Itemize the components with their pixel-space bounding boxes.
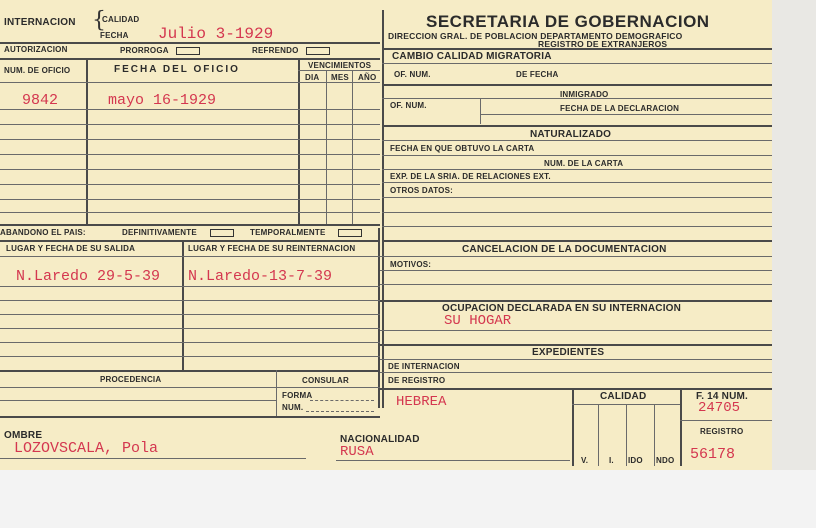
fecha-oficio-value: mayo 16-1929 — [108, 92, 217, 109]
fecha-value: Julio 3-1929 — [158, 25, 274, 43]
cambio-rule — [382, 63, 772, 64]
ocupacion-rule — [380, 330, 772, 331]
ocupacion-value: SU HOGAR — [444, 313, 512, 329]
ocupacion-label: OCUPACION DECLARADA EN SU INTERNACION — [442, 303, 682, 314]
salida-header-rule — [0, 256, 380, 257]
background-bottom — [0, 470, 816, 528]
fecha-oficio-label: FECHA DEL OFICIO — [114, 64, 240, 75]
f14-divider — [680, 388, 682, 466]
oficio-row-rule — [0, 212, 380, 213]
cambio-row-rule — [382, 84, 772, 86]
salida-row-rule — [0, 286, 380, 287]
nombre-label: OMBRE — [4, 430, 43, 441]
oficio-row-rule — [0, 109, 380, 110]
definitivamente-checkbox — [210, 229, 234, 237]
nombre-value: LOZOVSCALA, Pola — [14, 440, 159, 457]
oficio-row-rule — [0, 124, 380, 125]
background-right — [772, 0, 816, 470]
reinternacion-label: LUGAR Y FECHA DE SU REINTERNACION — [188, 244, 356, 253]
salida-row-rule — [0, 328, 380, 329]
naturalizado-row-rule — [382, 212, 772, 213]
salida-label: LUGAR Y FECHA DE SU SALIDA — [6, 244, 136, 253]
refrendo-label: REFRENDO — [252, 46, 299, 55]
inmigrado-divider — [480, 98, 481, 124]
oficio-col4 — [352, 70, 353, 224]
cancelacion-label: CANCELACION DE LA DOCUMENTACION — [462, 244, 667, 255]
naturalizado-row-rule — [382, 155, 772, 156]
i-label: I. — [609, 456, 614, 465]
exp-sria-label: EXP. DE LA SRIA. DE RELACIONES EXT. — [390, 172, 551, 181]
inmigrado-label: INMIGRADO — [560, 90, 609, 99]
calidad-col — [626, 404, 627, 466]
naturalizado-row-rule — [382, 197, 772, 198]
anio-label: AÑO — [358, 73, 377, 82]
autorizacion-rule — [0, 58, 380, 60]
cambio-bottom-rule — [382, 125, 772, 127]
calidad-col — [654, 404, 655, 466]
procedencia-bottom-rule — [0, 416, 380, 418]
of-num-label: OF. NUM. — [394, 70, 431, 79]
de-fecha-label: DE FECHA — [516, 70, 559, 79]
oficio-header-rule — [0, 82, 380, 83]
mes-label: MES — [331, 73, 349, 82]
expedientes-rule — [380, 359, 772, 360]
subtitle-1: DIRECCION GRAL. DE POBLACION DEPARTAMENTO DEMOGRAFICO — [388, 31, 683, 41]
num-oficio-value: 9842 — [22, 92, 59, 109]
ido-label: IDO — [628, 456, 643, 465]
vencimientos-label: VENCIMIENTOS — [308, 61, 372, 70]
oficio-row-rule — [0, 169, 380, 170]
f14-label: F. 14 NUM. — [696, 391, 749, 402]
abandono-rule — [0, 240, 380, 242]
fecha-carta-label: FECHA EN QUE OBTUVO LA CARTA — [390, 144, 535, 153]
naturalizado-row-rule — [382, 169, 772, 170]
naturalizado-row-rule — [382, 226, 772, 227]
num-line — [306, 411, 374, 412]
temporalmente-checkbox — [338, 229, 362, 237]
num-label: NUM. — [282, 403, 304, 412]
naturalizado-rule — [382, 140, 772, 141]
oficio-bottom-rule — [0, 224, 380, 226]
center-divider-lower — [378, 228, 380, 408]
num-oficio-label: NUM. DE OFICIO — [4, 66, 71, 75]
prorroga-checkbox — [176, 47, 200, 55]
oficio-col3 — [326, 70, 327, 224]
cancelacion-row-rule — [380, 284, 772, 285]
brace: { — [92, 8, 106, 33]
autorizacion-label: AUTORIZACION — [4, 45, 68, 54]
temporalmente-label: TEMPORALMENTE — [250, 228, 326, 237]
calidad-left-divider — [572, 388, 574, 466]
refrendo-checkbox — [306, 47, 330, 55]
registro-label: REGISTRO — [700, 427, 744, 436]
definitivamente-label: DEFINITIVAMENTE — [122, 228, 197, 237]
oficio-row-rule — [0, 199, 380, 200]
calidad-col — [598, 404, 599, 466]
v-label: V. — [581, 456, 589, 465]
forma-label: FORMA — [282, 391, 313, 400]
oficio-row-rule — [0, 154, 380, 155]
de-registro-label: DE REGISTRO — [388, 376, 446, 385]
title: SECRETARIA DE GOBERNACION — [426, 12, 710, 31]
expedientes-label: EXPEDIENTES — [532, 347, 605, 358]
center-divider — [382, 10, 384, 408]
procedencia-divider — [276, 370, 277, 416]
forma-line — [310, 400, 374, 401]
salida-value: N.Laredo 29-5-39 — [16, 268, 161, 285]
salida-row-rule — [0, 342, 380, 343]
procedencia-label: PROCEDENCIA — [100, 375, 162, 384]
salida-bottom-rule — [0, 370, 380, 372]
salida-divider — [182, 240, 184, 370]
subtitle-2: REGISTRO DE EXTRANJEROS — [538, 39, 668, 49]
calidad-box-label: CALIDAD — [600, 391, 647, 402]
internacion-label: INTERNACION — [4, 17, 76, 28]
nacionalidad-underline — [336, 460, 570, 461]
f14-value: 24705 — [698, 400, 741, 416]
naturalizado-label: NATURALIZADO — [530, 129, 612, 140]
registro-value: 56178 — [690, 446, 736, 463]
cancelacion-rule — [380, 256, 772, 257]
salida-row-rule — [0, 300, 380, 301]
nacionalidad-label: NACIONALIDAD — [340, 434, 420, 445]
fecha-label: FECHA — [100, 31, 129, 40]
oficio-row-rule — [0, 139, 380, 140]
cancelacion-row-rule — [380, 270, 772, 271]
f14-rule — [680, 420, 772, 421]
procedencia-row-rule — [0, 400, 276, 401]
right-header-rule — [382, 48, 772, 50]
reinternacion-value: N.Laredo-13-7-39 — [188, 268, 333, 285]
nombre-underline — [0, 458, 306, 459]
abandono-label: ABANDONO EL PAIS: — [0, 228, 86, 237]
header-rule — [0, 42, 380, 44]
ndo-label: NDO — [656, 456, 675, 465]
num-carta-label: NUM. DE LA CARTA — [544, 159, 624, 168]
consular-label: CONSULAR — [302, 376, 349, 385]
expedientes-bottom-rule — [380, 388, 772, 390]
oficio-row-rule — [0, 184, 380, 185]
inmigrado-rule — [382, 98, 772, 99]
prorroga-label: PRORROGA — [120, 46, 169, 55]
naturalizado-row-rule — [382, 182, 772, 183]
of-num2-label: OF. NUM. — [390, 101, 427, 110]
ocupacion-bottom-rule — [380, 344, 772, 346]
motivos-label: MOTIVOS: — [390, 260, 432, 269]
otros-datos-label: OTROS DATOS: — [390, 186, 453, 195]
de-internacion-label: DE INTERNACION — [388, 362, 460, 371]
calidad-label: CALIDAD — [102, 15, 140, 24]
naturalizado-bottom-rule — [382, 240, 772, 242]
cambio-label: CAMBIO CALIDAD MIGRATORIA — [392, 51, 552, 62]
religion-value: HEBREA — [396, 394, 447, 410]
salida-row-rule — [0, 356, 380, 357]
consular-rule — [276, 387, 380, 388]
salida-row-rule — [0, 314, 380, 315]
procedencia-rule — [0, 387, 276, 388]
cancelacion-bottom-rule — [380, 300, 772, 302]
de-internacion-rule — [380, 372, 772, 373]
dia-label: DIA — [305, 73, 320, 82]
fecha-declaracion-label: FECHA DE LA DECLARACION — [560, 104, 680, 113]
nacionalidad-value: RUSA — [340, 444, 374, 460]
declaracion-rule — [480, 114, 772, 115]
vencimientos-rule — [298, 70, 380, 71]
